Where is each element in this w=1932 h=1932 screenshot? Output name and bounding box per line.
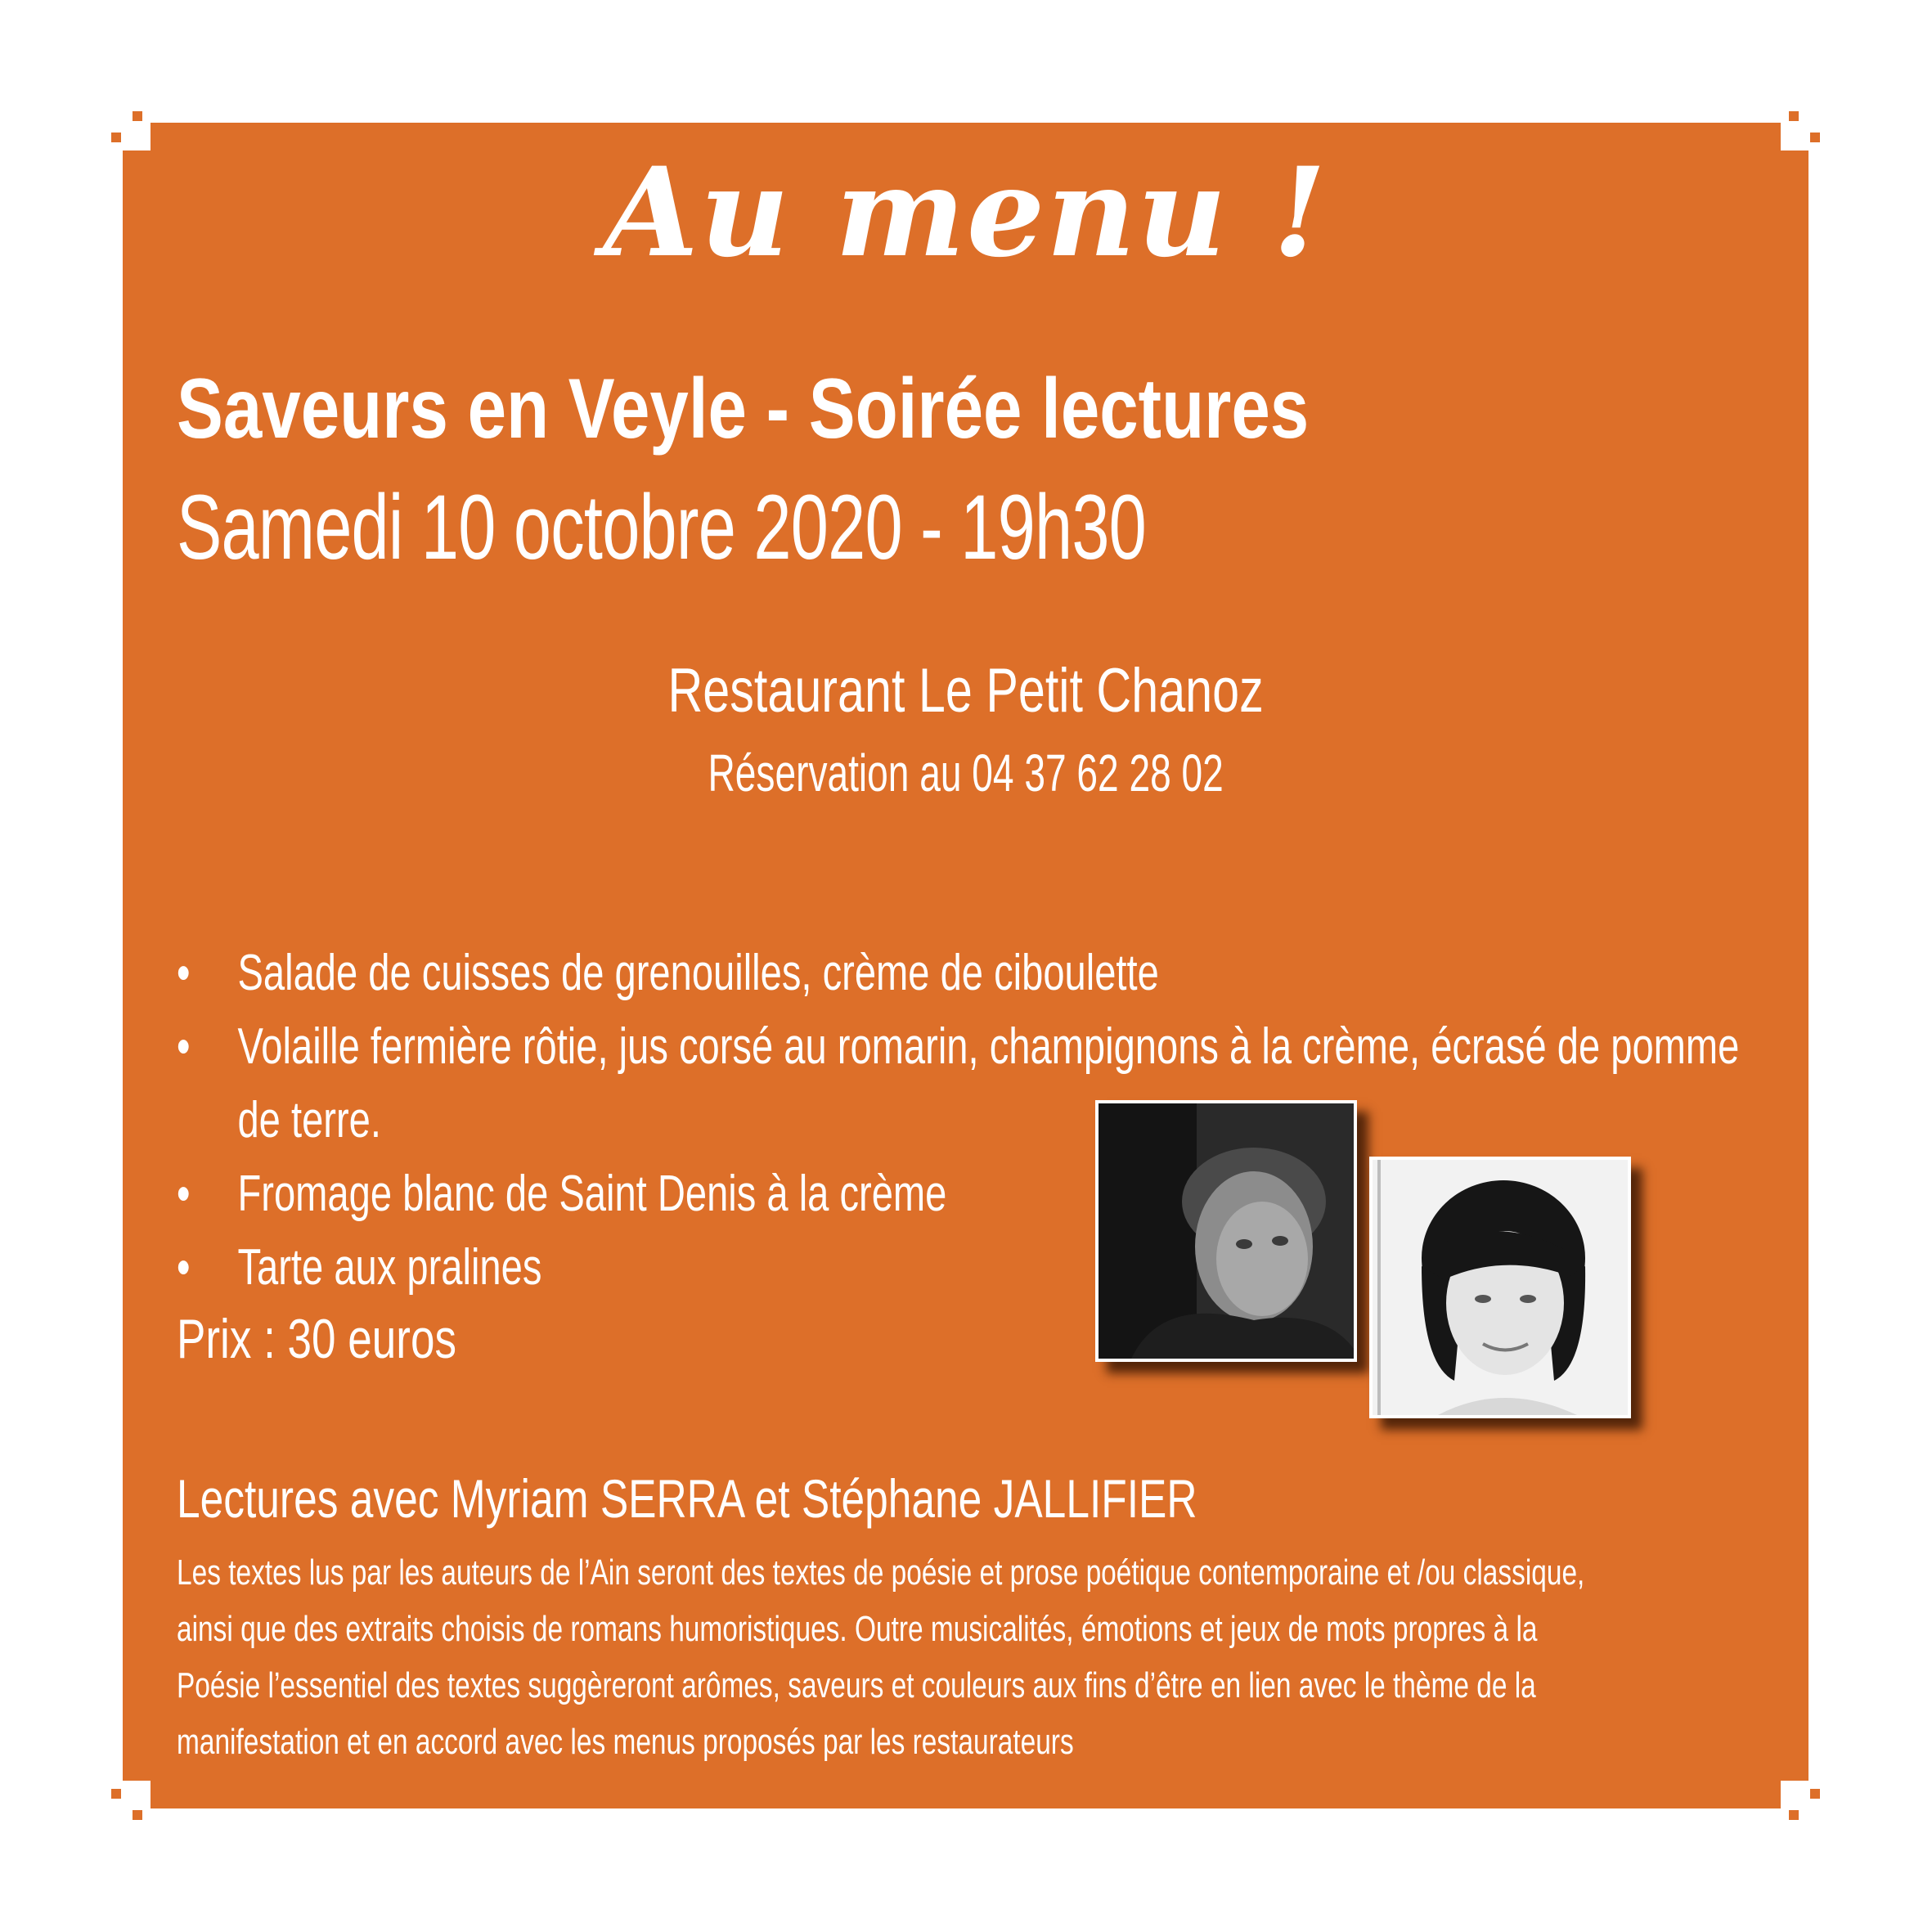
corner-notch <box>123 1781 151 1808</box>
portrait-woman-icon <box>1373 1160 1628 1415</box>
bullet-icon: • <box>177 945 191 1001</box>
lectures-description <box>177 1544 1768 1770</box>
lectures-line: ainsi que des extraits choisis de romans humoristiques. Outre musicalités, émotions et jeux de mots propres à la <box>177 1609 1538 1649</box>
page-title: Au menu ! <box>603 141 1328 285</box>
corner-pixel <box>1789 1810 1799 1820</box>
lectures-line: Poésie l’essentiel des textes suggèreront arômes, saveurs et couleurs aux fins d’être en lien avec le thème de la <box>177 1665 1536 1705</box>
corner-pixel <box>1789 111 1799 121</box>
menu-item-text: Volaille fermière rôtie, jus corsé au romarin, champignons à la crème, écrasé de pomme de terre. <box>237 1018 1740 1148</box>
bullet-icon: • <box>177 1239 191 1296</box>
price: Prix : 30 euros <box>177 1308 456 1370</box>
corner-pixel <box>1810 133 1820 142</box>
corner-pixel <box>133 111 142 121</box>
bullet-icon: • <box>177 1166 191 1222</box>
menu-panel <box>123 123 1808 1808</box>
portrait-man-icon <box>1099 1103 1354 1359</box>
menu-item-text: Salade de cuisses de grenouilles, crème de ciboulette <box>237 945 1159 1001</box>
lectures-line: manifestation et en accord avec les menus proposés par les restaurateurs <box>177 1722 1074 1762</box>
reservation-phone: Réservation au 04 37 62 28 02 <box>708 744 1224 802</box>
menu-item-text: Fromage blanc de Saint Denis à la crème <box>237 1166 947 1222</box>
event-date: Samedi 10 octobre 2020 - 19h30 <box>177 476 1147 578</box>
portrait-photo-woman <box>1369 1157 1631 1418</box>
restaurant-name: Restaurant Le Petit Chanoz <box>667 656 1264 726</box>
bullet-icon: • <box>177 1018 191 1075</box>
event-title: Saveurs en Veyle - Soirée lectures <box>177 362 1310 456</box>
corner-pixel <box>111 133 121 142</box>
corner-notch <box>1781 1781 1808 1808</box>
menu-item-text: Tarte aux pralines <box>237 1239 542 1296</box>
lectures-title: Lectures avec Myriam SERRA et Stéphane JALLIFIER <box>177 1468 1197 1529</box>
lectures-line: Les textes lus par les auteurs de l’Ain seront des textes de poésie et prose poétique contemporaine et /ou classique, <box>177 1552 1585 1593</box>
menu-item <box>177 937 1793 1010</box>
corner-pixel <box>133 1810 142 1820</box>
menu-item <box>177 1010 1793 1157</box>
portrait-photo-man <box>1095 1100 1357 1362</box>
corner-pixel <box>1810 1789 1820 1799</box>
corner-pixel <box>111 1789 121 1799</box>
